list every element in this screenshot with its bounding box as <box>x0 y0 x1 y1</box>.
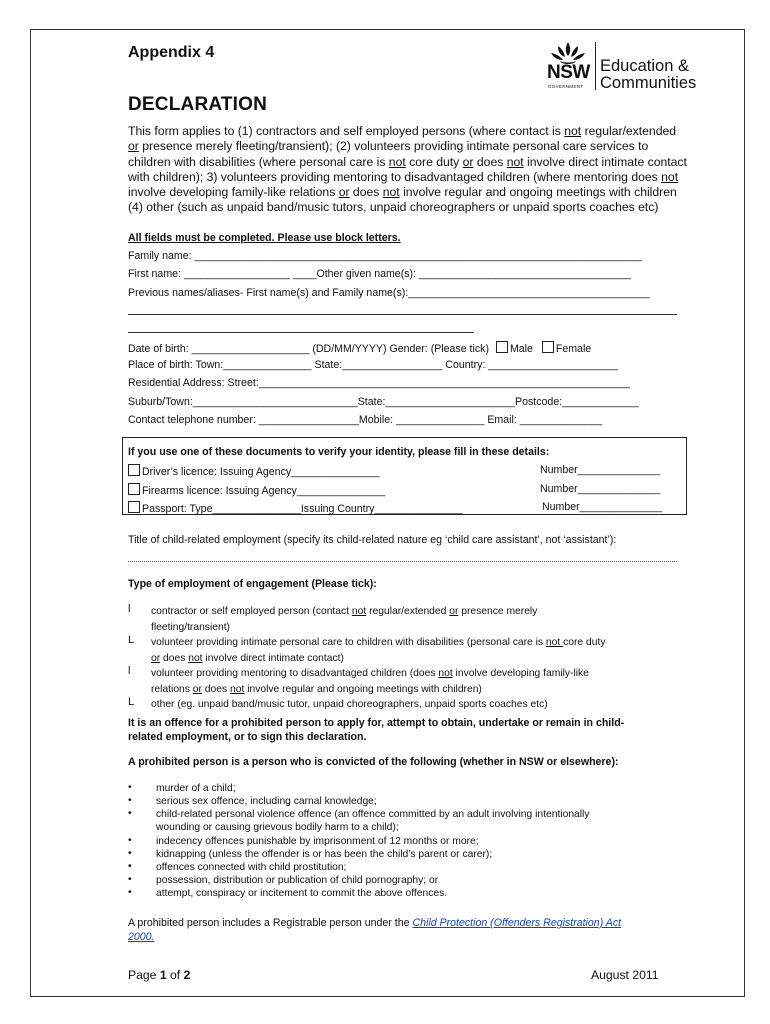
employment-title-label: Title of child-related employment (specify its child-related nature eg ‘child care assistant’, not ‘assistant’): <box>128 534 617 546</box>
intro-paragraph: This form applies to (1) contractors and self employed persons (where contact is not regular/extended or presence merely fleeting/transient); (2) volunteers providing intimate personal care services to children with disabilities (where personal care is not core duty or does not involve direct intimate contact with children); 3) volunteers providing mentoring to disadvantaged children (where mentoring does not involve developing family-like relations or does not involve regular and ongoing meetings with children (4) other (such as unpaid band/music tutors, unpaid choreographers or unpaid sports coaches etc) <box>128 124 687 215</box>
offence-warning-line2: related employment, or to sign this declaration. <box>128 731 367 743</box>
contact-field[interactable]: Contact telephone number: _________________Mobile: _______________ Email: ______________ <box>128 414 603 426</box>
act-link[interactable]: Child Protection (Offenders Registration) Act <box>412 917 622 929</box>
list-item: indecency offences punishable by imprisonment of 12 months or more; <box>156 836 479 847</box>
list-item: possession, distribution or publication of child pornography; or <box>156 875 439 886</box>
address-field[interactable]: Residential Address: Street:_______________________________________________________________ <box>128 377 630 389</box>
drivers-licence-checkbox[interactable] <box>128 464 140 476</box>
employment-option4-tick[interactable]: L <box>128 696 135 708</box>
passport-row <box>128 501 463 515</box>
family-name-field[interactable]: Family name: ____________________________________________________________________________ <box>128 250 643 262</box>
employment-option4: other (eg. unpaid band/music tutor, unpaid choreographers, unpaid sports coaches etc) <box>151 699 548 710</box>
logo-government: GOVERNMENT <box>548 84 584 89</box>
female-checkbox[interactable] <box>542 341 554 353</box>
dob-label[interactable]: Date of birth: ____________________ (DD/MM/YYYY) Gender: (Please tick) <box>128 343 489 355</box>
firearms-licence-checkbox[interactable] <box>128 483 140 495</box>
passport-checkbox[interactable] <box>128 501 140 513</box>
offence-warning-line1: It is an offence for a prohibited person to apply for, attempt to obtain, undertake or remain in child- <box>128 717 625 729</box>
employment-option2: volunteer providing intimate personal care to children with disabilities (personal care is not core duty or does not involve direct intimate contact) <box>151 637 606 664</box>
list-item: child-related personal violence offence (an offence committed by an adult involving intentionally <box>156 809 590 820</box>
first-name-field[interactable]: First name: __________________ ____Other given name(s): ____________________________________ <box>128 268 632 280</box>
employment-option3-tick[interactable]: l <box>128 665 131 677</box>
suburb-field[interactable]: Suburb/Town:____________________________State:______________________Postcode:_____________ <box>128 396 639 408</box>
bullet: • <box>128 848 132 859</box>
employment-option2-tick[interactable]: L <box>128 634 135 646</box>
drivers-licence-row <box>128 464 380 478</box>
page-number: Page 1 of 2 <box>128 968 191 982</box>
employment-title-line[interactable] <box>128 561 677 562</box>
passport-label[interactable]: Passport: Type_______________Issuing Country_______________ <box>142 503 463 515</box>
bullet: • <box>128 795 132 806</box>
passport-number[interactable]: Number______________ <box>542 501 663 513</box>
nsw-logo <box>546 40 716 92</box>
firearms-licence-row <box>128 483 385 497</box>
logo-dept-line1: Education & <box>600 57 689 75</box>
list-item: serious sex offence, including carnal knowledge; <box>156 796 377 807</box>
employment-option1: contractor or self employed person (contact not regular/extended or presence merely fleeting/transient) <box>151 606 538 633</box>
bullet: • <box>128 887 132 898</box>
list-item: attempt, conspiracy or incitement to commit the above offences. <box>156 888 448 899</box>
bullet: • <box>128 808 132 819</box>
previous-names-field[interactable]: Previous names/aliases- First name(s) and Family name(s):_________________________________________ <box>128 287 650 299</box>
identity-heading: If you use one of these documents to verify your identity, please fill in these details: <box>128 446 550 458</box>
bullet: • <box>128 782 132 793</box>
previous-names-line-2[interactable] <box>128 314 677 315</box>
list-item: murder of a child; <box>156 783 236 794</box>
list-item: kidnapping (unless the offender is or has been the child’s parent or carer); <box>156 849 493 860</box>
prohibited-heading: A prohibited person is a person who is convicted of the following (whether in NSW or elsewhere): <box>128 756 619 768</box>
logo-nsw: NSW <box>547 62 590 83</box>
firearms-licence-label[interactable]: Firearms licence: Issuing Agency_______________ <box>142 485 386 497</box>
firearms-number[interactable]: Number______________ <box>540 483 661 495</box>
drivers-licence-label[interactable]: Driver’s licence: Issuing Agency_______________ <box>142 466 380 478</box>
female-label: Female <box>555 343 592 355</box>
previous-names-line-3[interactable] <box>128 332 474 333</box>
bullet: • <box>128 835 132 846</box>
employment-type-heading: Type of employment of engagement (Please tick): <box>128 578 377 590</box>
place-of-birth-field[interactable]: Place of birth: Town:_______________ State:_________________ Country: ______________________ <box>128 359 618 371</box>
male-checkbox[interactable] <box>496 341 508 353</box>
employment-option1-tick[interactable]: l <box>128 603 131 615</box>
male-label: Male <box>509 343 533 355</box>
page-title: DECLARATION <box>128 94 268 115</box>
instruction-text: All fields must be completed. Please use block letters. <box>128 232 401 244</box>
logo-divider <box>595 42 596 90</box>
logo-dept-line2: Communities <box>600 74 697 92</box>
drivers-number[interactable]: Number______________ <box>540 464 661 476</box>
appendix-label: Appendix 4 <box>128 44 215 61</box>
list-item: offences connected with child prostitution; <box>156 862 347 873</box>
dob-field <box>128 341 591 355</box>
registrable-note: A prohibited person includes a Registrable person under the Child Protection (Offenders Registration) Act <box>128 917 622 929</box>
list-item-continuation: wounding or causing grievous bodily harm to a child); <box>156 822 399 833</box>
bullet: • <box>128 861 132 872</box>
footer-date: August 2011 <box>591 968 659 982</box>
bullet: • <box>128 874 132 885</box>
act-link-year[interactable]: 2000. <box>128 931 155 943</box>
employment-option3: volunteer providing mentoring to disadvantaged children (does not involve developing family-like relations or does not involve regular and ongoing meetings with children) <box>151 668 589 695</box>
